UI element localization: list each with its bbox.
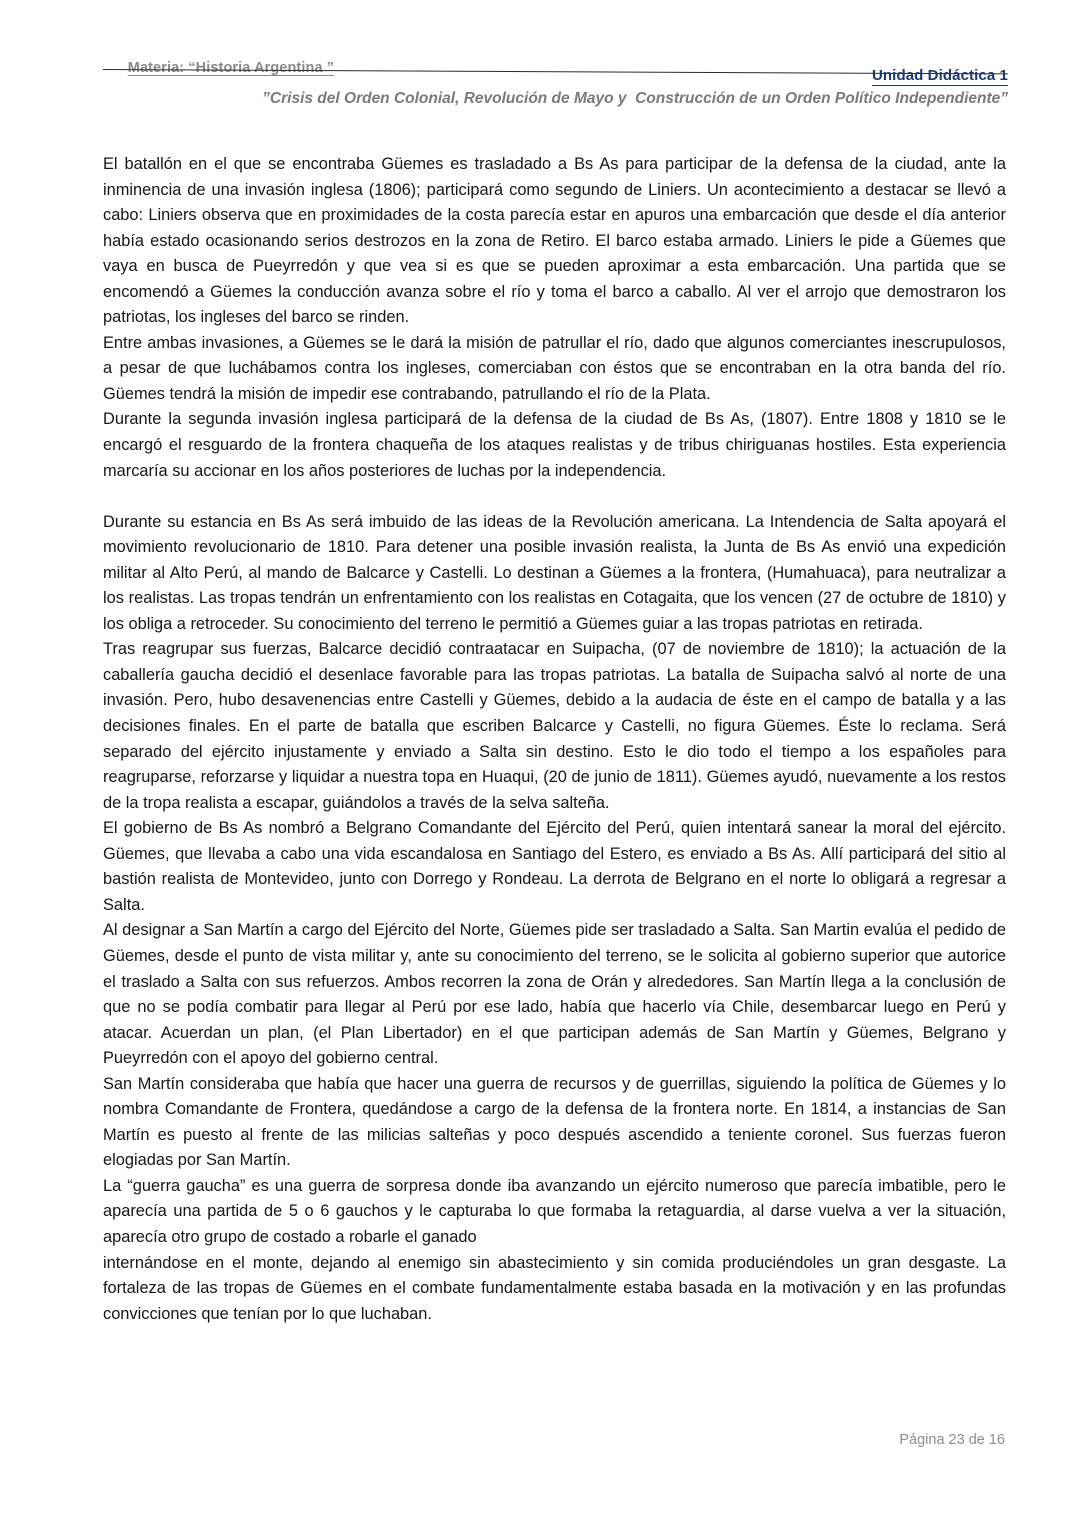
paragraph: Durante su estancia en Bs As será imbuido de las ideas de la Revolución americana. La Intendencia de Salta apoyará el movimiento revolucionario de 1810. Para detener una posible invasión realista, la Junta de Bs As envió una expedición militar al Alto Perú, al mando de Balcarce y Castelli. Lo destinan a Güemes a la frontera, (Humahuaca), para neutralizar a los realistas. Las tropas tendrán un enfrentamiento con los realistas en Cotagaita, que los vencen (27 de octubre de 1810) y los obliga a retroceder. Su conocimiento del terreno le permitió a Güemes guiar a las tropas patriotas en retirada. — [103, 512, 1011, 633]
paragraph: internándose en el monte, dejando al enemigo sin abastecimiento y sin comida produciéndoles un gran desgaste. La fortaleza de las tropas de Güemes en el combate fundamentalmente estaba basada en la motivación y en las profundas convicciones que tenían por lo que luchaban. — [103, 1253, 1011, 1323]
unidad-didactica-block — [872, 67, 1008, 86]
paragraph: Durante la segunda invasión inglesa participará de la defensa de la ciudad de Bs As, (1807). Entre 1808 y 1810 se le encargó el resguardo de la frontera chaqueña de los ataques realistas y de tribus chiriguanas hostiles. Esta experiencia marcaría su accionar en los años posteriores de luchas por la independencia. — [103, 410, 1011, 480]
materia-label-text: Materia: “Historia Argentina ” — [127, 60, 335, 76]
materia-label — [103, 44, 334, 92]
paragraph: El batallón en el que se encontraba Güemes es trasladado a Bs As para participar de la defensa de la ciudad, ante la inminencia de una invasión inglesa (1806); participará como segundo de Liniers. Un acontecimiento a destacar se llevó a cabo: Liniers observa que en proximidades de la costa parecía estar en apuros una embarcación que desde el día anterior había estado ocasionando serios destrozos en la zona de Retiro. El barco estaba armado. Liniers le pide a Güemes que vaya en busca de Pueyrredón y que vea si es que se pueden aproximar a esta embarcación. Una partida que se encomendó a Güemes la conducción avanza sobre el río y toma el barco a caballo. Al ver el arrojo que demostraron los patriotas, los ingleses del barco se rinden. — [103, 155, 1011, 327]
page-number-footer: Página 23 de 16 — [899, 1432, 1005, 1448]
document-body — [103, 152, 1011, 1327]
paragraph: Tras reagrupar sus fuerzas, Balcarce decidió contraatacar en Suipacha, (07 de noviembre de 1810); la actuación de la caballería gaucha decidió el desenlace favorable para las tropas patriotas. La batalla de Suipacha salvó al norte de una invasión. Pero, hubo desavenencias entre Castelli y Güemes, debido a la audacia de éste en el campo de batalla y a las decisiones finales. En el parte de batalla que escriben Balcarce y Castelli, no figura Güemes. Éste lo reclama. Será separado del ejército injustamente y enviado a Salta sin destino. Esto le dio todo el tiempo a los españoles para reagruparse, reforzarse y liquidar a nuestra topa en Huaqui, (20 de junio de 1811). Güemes ayudó, nuevamente a los restos de la tropa realista a escapar, guiándolos a través de la selva salteña. — [103, 640, 1011, 812]
paragraph: Entre ambas invasiones, a Güemes se le dará la misión de patrullar el río, dado que algunos comerciantes inescrupulosos, a pesar de que luchábamos contra los ingleses, comerciaban con éstos que se encontraban en la otra banda del río. Güemes tendrá la misión de impedir ese contrabando, patrullando el río de la Plata. — [103, 333, 1011, 403]
paragraph-spacer — [103, 484, 1006, 510]
paragraph: La “guerra gaucha” es una guerra de sorpresa donde iba avanzando un ejército numeroso que parecía imbatible, pero le aparecía una partida de 5 o 6 gauchos y le capturaba lo que formaba la retaguardia, al darse vuelva a ver la situación, aparecía otro grupo de costado a robarle el ganado — [103, 1176, 1011, 1246]
paragraph: San Martín consideraba que había que hacer una guerra de recursos y de guerrillas, siguiendo la política de Güemes y lo nombra Comandante de Frontera, quedándose a cargo de la defensa de la frontera norte. En 1814, a instancias de San Martín es puesto al frente de las milicias salteñas y poco después ascendido a teniente coronel. Sus fuerzas fueron elogiadas por San Martín. — [103, 1074, 1011, 1170]
document-subtitle: ”Crisis del Orden Colonial, Revolución de Mayo y Construcción de un Orden Político Independiente” — [262, 90, 1008, 107]
document-header — [0, 44, 1080, 144]
paragraph: Al designar a San Martín a cargo del Ejército del Norte, Güemes pide ser trasladado a Salta. San Martin evalúa el pedido de Güemes, desde el punto de vista militar y, ante su conocimiento del terreno, se le solicita al gobierno superior que autorice el traslado a Salta con sus refuerzos. Ambos recorren la zona de Orán y alrededores. San Martín llega a la conclusión de que no se podía combatir para llegar al Perú por ese lado, había que hacerlo vía Chile, desembarcar luego en Perú y atacar. Acuerdan un plan, (el Plan Libertador) en el que participan además de San Martín y Güemes, Belgrano y Pueyrredón con el apoyo del gobierno central. — [103, 921, 1011, 1068]
paragraph: El gobierno de Bs As nombró a Belgrano Comandante del Ejército del Perú, quien intentará sanear la moral del ejército. Güemes, que llevaba a cabo una vida escandalosa en Santiago del Estero, es enviado a Bs As. Allí participará del sitio al bastión realista de Montevideo, junto con Dorrego y Rondeau. La derrota de Belgrano en el norte lo obligará a regresar a Salta. — [103, 819, 1011, 914]
unidad-didactica-title: Unidad Didáctica 1 — [871, 67, 1008, 84]
